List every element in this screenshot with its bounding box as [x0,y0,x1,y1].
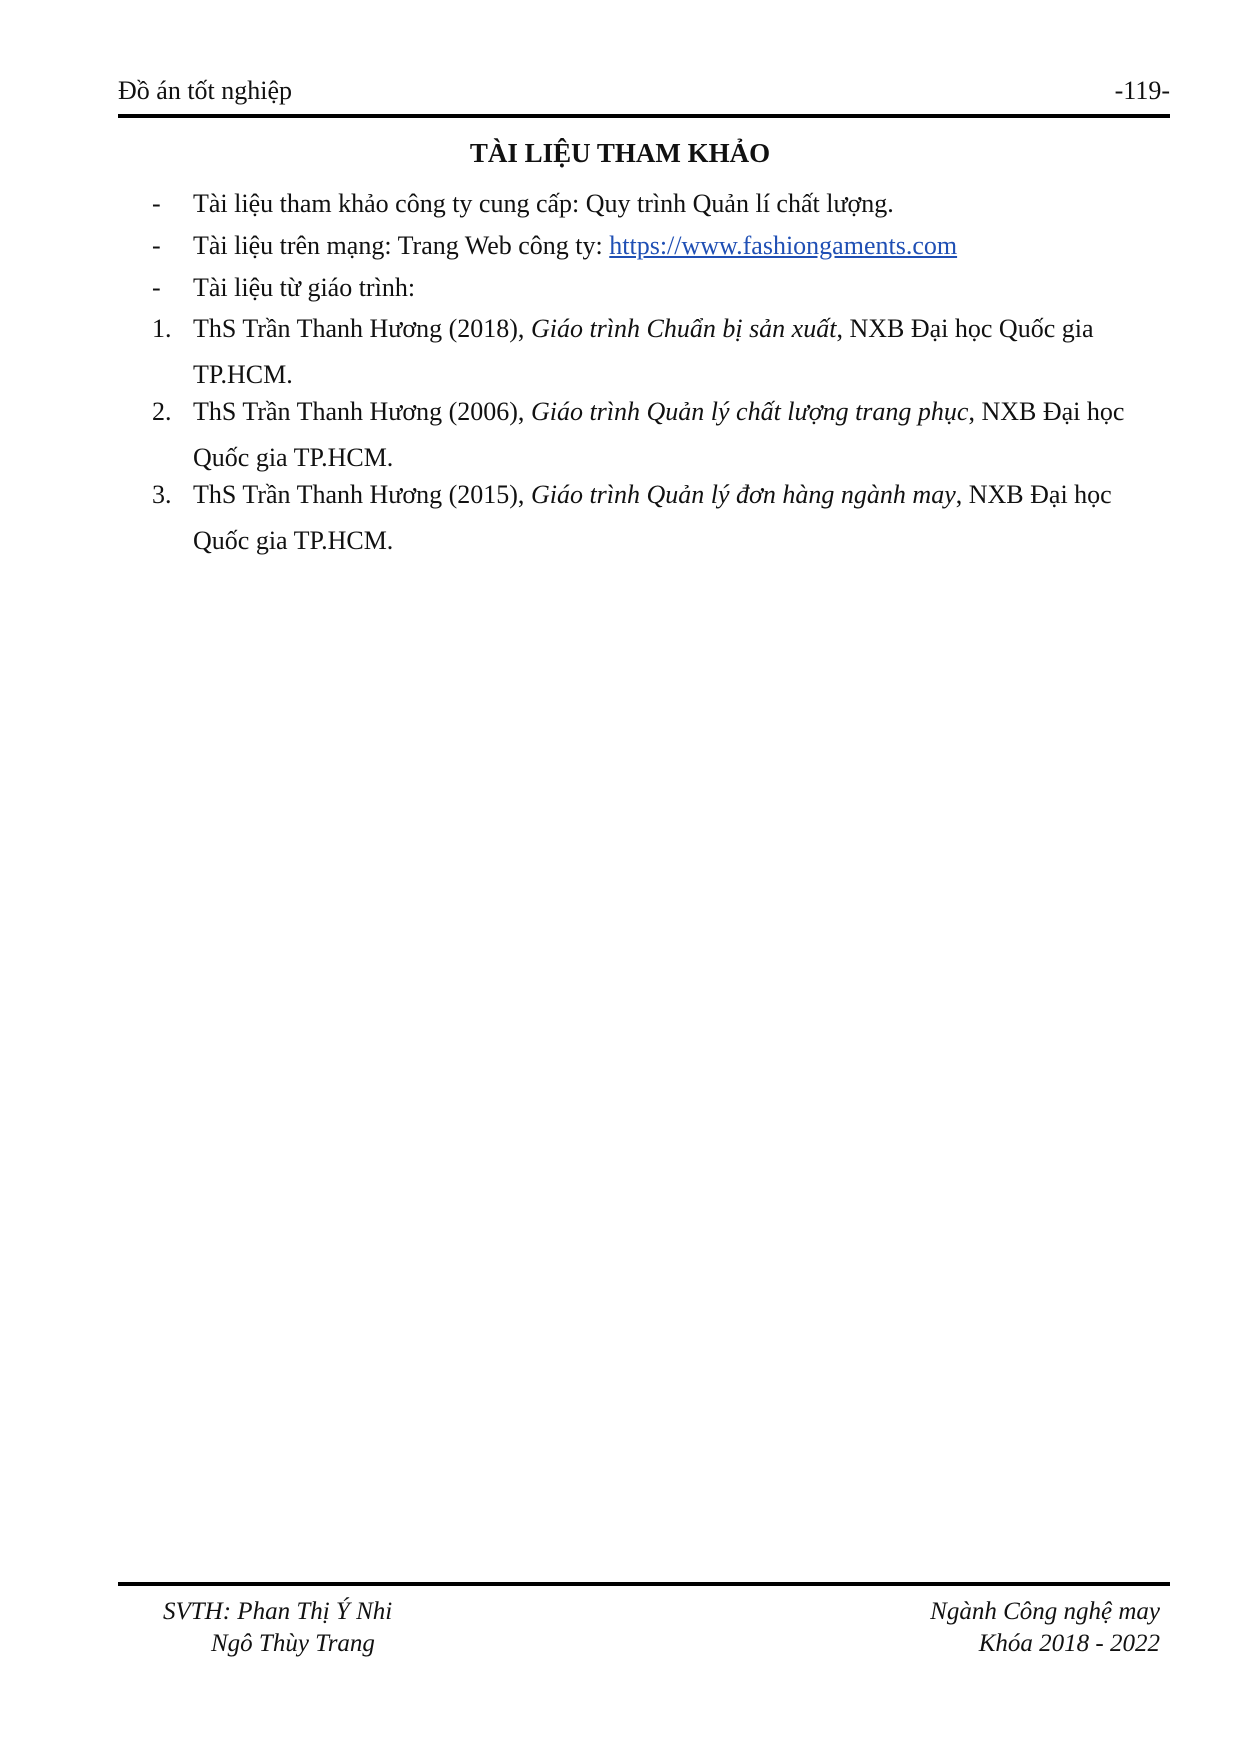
bullet-marker: - [152,273,161,302]
footer-student-2: Ngô Thùy Trang [211,1630,375,1657]
list-item-text: Tài liệu từ giáo trình: [193,273,416,302]
bullet-marker: - [152,189,161,218]
reference-publisher: , NXB Đại học Quốc gia [836,314,1094,343]
reference-book-title: Giáo trình Quản lý đơn hàng ngành may [530,480,956,509]
reference-text [193,472,1148,564]
reference-book-title: Giáo trình Chuẩn bị sản xuất [530,314,837,343]
reference-publisher-cont: Quốc gia TP.HCM. [193,443,394,472]
reference-author-year: ThS Trần Thanh Hương (2015), [193,480,531,509]
header-page-number: -119- [1114,76,1170,105]
reference-author-year: ThS Trần Thanh Hương (2006), [193,397,531,426]
reference-number: 2. [152,397,172,426]
reference-text [193,306,1148,398]
reference-text [193,389,1148,481]
page-title: TÀI LIỆU THAM KHẢO [469,138,771,168]
footer-major: Ngành Công nghệ may [930,1598,1160,1625]
list-item-text: Tài liệu tham khảo công ty cung cấp: Quy trình Quản lí chất lượng. [193,189,894,218]
reference-publisher-cont: TP.HCM. [193,360,293,389]
footer-cohort: Khóa 2018 - 2022 [978,1630,1160,1657]
reference-publisher-cont: Quốc gia TP.HCM. [193,526,394,555]
company-website-link[interactable]: https://www.fashiongaments.com [609,231,958,260]
list-item-text [193,223,1148,269]
page-header [118,72,1170,118]
page-footer [118,1582,1170,1656]
footer-student-1: SVTH: Phan Thị Ý Nhi [163,1598,393,1625]
reference-number: 1. [152,314,172,343]
reference-number: 3. [152,480,172,509]
link-prefix: Tài liệu trên mạng: Trang Web công ty: [193,231,610,260]
reference-author-year: ThS Trần Thanh Hương (2018), [193,314,531,343]
reference-book-title: Giáo trình Quản lý chất lượng trang phục [530,397,969,426]
bullet-marker: - [152,231,161,260]
reference-publisher: , NXB Đại học [955,480,1112,509]
header-document-type: Đồ án tốt nghiệp [118,76,293,105]
reference-publisher: , NXB Đại học [968,397,1125,426]
